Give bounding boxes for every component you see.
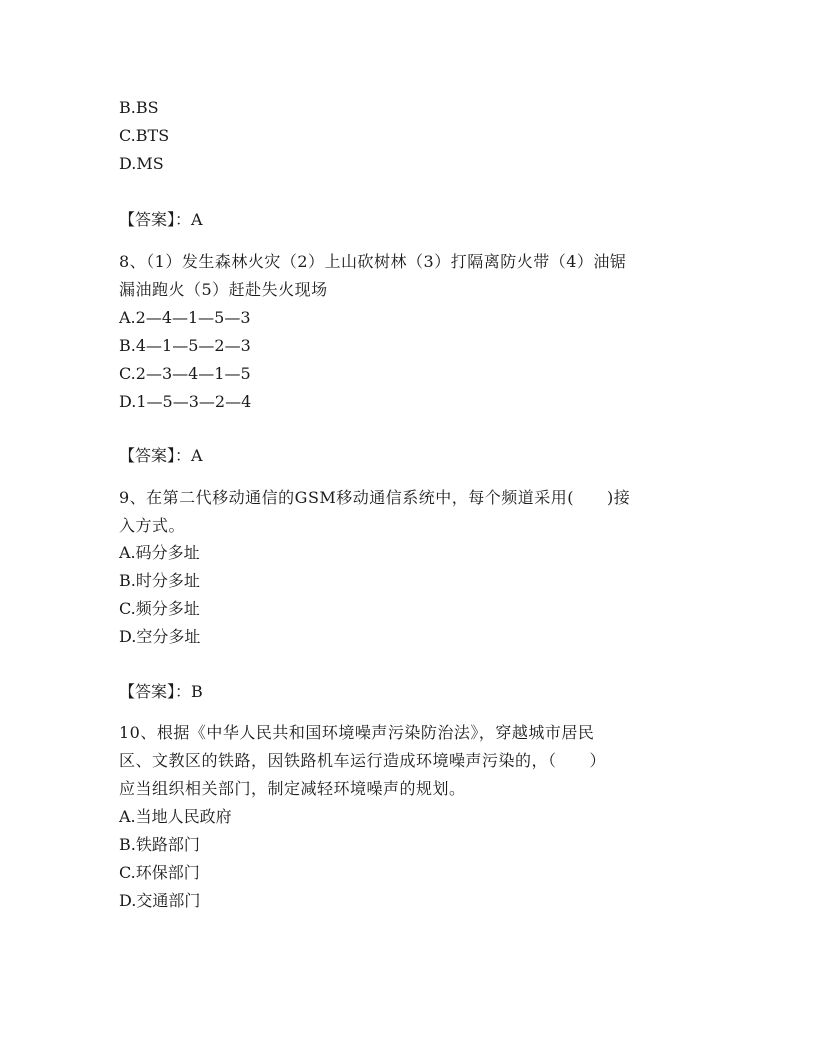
answer-line: 【答案】：A (119, 446, 203, 465)
answer-line: 【答案】：B (119, 682, 203, 701)
option-b: B.铁路部门 (119, 835, 200, 854)
option-d: D.1—5—3—2—4 (119, 392, 252, 411)
answer-line: 【答案】：A (119, 210, 203, 229)
option-a: A.2—4—1—5—3 (119, 308, 251, 327)
option-b: B.时分多址 (119, 571, 200, 590)
question-stem: 入方式。 (119, 516, 186, 535)
option-d: D.MS (119, 154, 164, 173)
question-stem: 应当组织相关部门，制定减轻环境噪声的规划。 (119, 779, 466, 798)
question-stem: 漏油跑火（5）赶赴失火现场 (119, 280, 328, 299)
option-c: C.频分多址 (119, 599, 200, 618)
option-a: A.码分多址 (119, 543, 200, 562)
question-stem: 10、根据《中华人民共和国环境噪声污染防治法》，穿越城市居民 (119, 723, 595, 742)
option-b: B.4—1—5—2—3 (119, 336, 251, 355)
question-stem: 9、在第二代移动通信的GSM移动通信系统中，每个频道采用( )接 (119, 488, 631, 507)
option-c: C.BTS (119, 126, 170, 145)
option-c: C.2—3—4—1—5 (119, 364, 251, 383)
question-stem: 8、（1）发生森林火灾（2）上山砍树林（3）打隔离防火带（4）油锯 (119, 252, 627, 271)
option-b: B.BS (119, 98, 159, 117)
option-c: C.环保部门 (119, 863, 200, 882)
option-d: D.空分多址 (119, 627, 201, 646)
option-a: A.当地人民政府 (119, 807, 232, 826)
question-stem: 区、文教区的铁路，因铁路机车运行造成环境噪声污染的，（ ） (119, 751, 607, 770)
option-d: D.交通部门 (119, 891, 201, 910)
